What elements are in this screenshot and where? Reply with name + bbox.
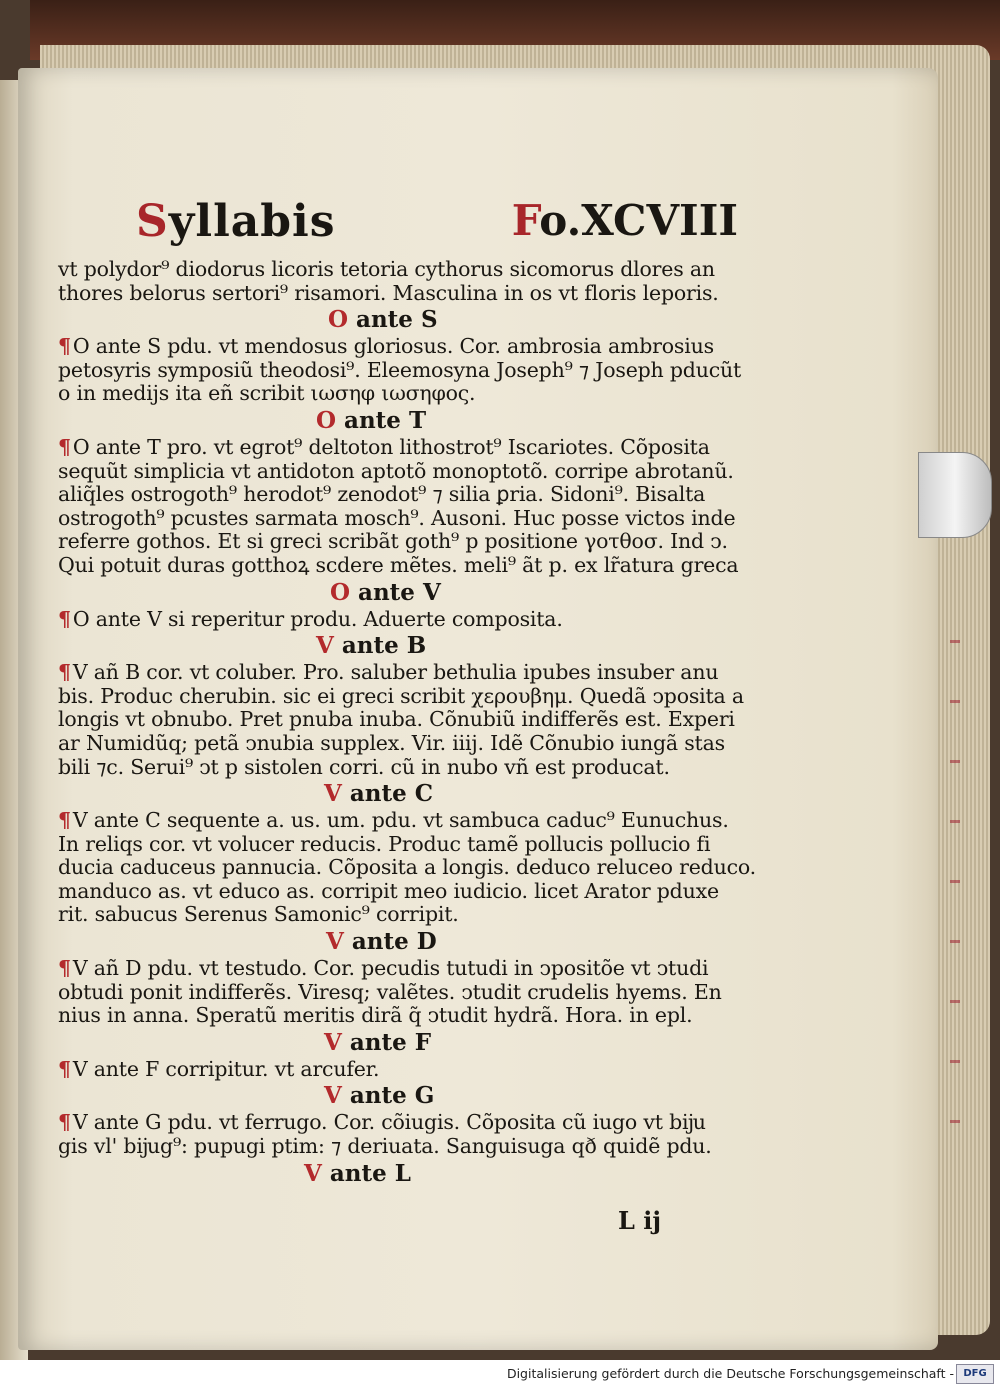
line-text: bili ⁊c. Serui⁹ ↄt p sistolen corri. cũ in nubo vñ est producat. [58, 754, 670, 779]
section-heading [58, 406, 738, 436]
folio-initial: F [511, 196, 540, 245]
folio-rest: o.XCVIII [539, 196, 738, 245]
page [18, 68, 938, 1350]
heading-text: ante D [343, 928, 437, 956]
line-text: V ante G pdu. vt ferrugo. Cor. cõiugis. Cõposita cũ iugo vt bĳu [72, 1110, 706, 1135]
heading-initial: V [316, 632, 334, 660]
text-line [58, 382, 738, 406]
text-line [58, 756, 738, 780]
text-line [58, 708, 738, 732]
dfg-logo: DFG [956, 1364, 994, 1384]
heading-text: ante C [341, 780, 434, 808]
sections [58, 257, 756, 1189]
line-text: Qui potuit duras gotthoꝝ scdere mẽtes. meli⁹ ãt p. ex lr̃atura greca [58, 552, 739, 577]
line-text: thores belorus sertori⁹ risamori. Masculina in os vt floris leporis. [58, 280, 719, 305]
heading-text: ante L [321, 1159, 411, 1187]
text-line [58, 483, 738, 507]
text-line [58, 258, 738, 282]
pilcrow-icon: ¶ [58, 660, 71, 685]
section-heading [58, 1028, 738, 1058]
running-title [136, 196, 336, 247]
heading-text: ante F [341, 1028, 432, 1056]
text-line [58, 855, 756, 880]
line-text: vt polydor⁹ diodorus licoris tetoria cythorus sicomorus dlores an [58, 257, 715, 281]
text-line [58, 732, 738, 756]
text-line [58, 554, 738, 578]
heading-text: ante G [341, 1082, 435, 1110]
line-text: V añ B cor. vt coluber. Pro. saluber bethulia ipubes insuber anu [72, 660, 719, 685]
text-line [58, 903, 738, 927]
pilcrow-icon: ¶ [58, 606, 71, 631]
section-heading [58, 927, 738, 957]
page-edge-marks [950, 640, 960, 1140]
page-clip [918, 452, 992, 538]
heading-initial: V [324, 1082, 342, 1110]
heading-initial: V [304, 1159, 322, 1187]
text-line [58, 1111, 738, 1135]
line-text: V añ D pdu. vt testudo. Cor. pecudis tutudi in ↄpositõe vt ↄtudi [72, 956, 709, 981]
text-block [58, 188, 756, 1189]
folio-number [512, 196, 738, 245]
pilcrow-icon: ¶ [58, 808, 71, 833]
pilcrow-icon: ¶ [58, 334, 71, 359]
heading-initial: O [330, 578, 351, 606]
line-text: o in medijs ita eñ scribit ιωσηφ ιωσηφος. [58, 381, 476, 406]
text-line [58, 282, 738, 306]
text-line [58, 809, 738, 833]
heading-initial: O [316, 406, 337, 434]
line-text: petosyris symposiũ theodosi⁹. Eleemosyna Joseph⁹ ⁊ Joseph pducũt [58, 357, 742, 382]
line-text: In reliqs cor. vt volucer reducis. Produc tamẽ pollucis pollucio fi [58, 831, 711, 856]
heading-text: ante V [350, 578, 441, 606]
heading-text: ante B [333, 632, 427, 660]
section-heading [58, 305, 738, 335]
text-line [58, 1135, 738, 1159]
heading-initial: V [326, 928, 344, 956]
section-heading [58, 631, 738, 661]
line-text: gis vl' bĳug⁹: pupugi ptim: ⁊ deriuata. Sanguisuga qð quidẽ pdu. [58, 1134, 712, 1159]
text-line [58, 661, 738, 685]
line-text: ducia caduceus pannucia. Cõposita a longis. deduco reluceo reduco. [58, 855, 756, 880]
line-text: ar Numidũq; petã ↄnubia supplex. Vir. iiij. Idẽ Cõnubio iungã stas [58, 730, 725, 755]
line-text: sequũt simplicia vt antidoton aptotõ monoptotõ. corripe abrotanũ. [58, 458, 734, 483]
text-line [58, 507, 738, 531]
line-text: manduco as. vt educo as. corripit meo iudicio. licet Arator pduxe [58, 878, 719, 903]
heading-initial: V [324, 780, 342, 808]
text-line [58, 683, 744, 709]
line-text: nius in anna. Speratũ meritis dirã q̃ ↄtudit hydrã. Hora. in epl. [58, 1003, 693, 1028]
heading-text: ante S [348, 306, 438, 334]
line-text: aliq̃les ostrogoth⁹ herodot⁹ zenodot⁹ ⁊ silia ꝑria. Sidoni⁹. Bisalta [58, 482, 706, 507]
section-heading [58, 1159, 738, 1189]
heading-initial: V [324, 1028, 342, 1056]
heading-initial: O [328, 306, 349, 334]
pilcrow-icon: ¶ [58, 1056, 71, 1081]
line-text: longis vt obnubo. Pret pnuba inuba. Cõnubiũ indifferẽs est. Experi [58, 707, 735, 732]
text-line [58, 357, 742, 383]
text-line [58, 460, 738, 484]
text-line [58, 436, 738, 460]
pilcrow-icon: ¶ [58, 1110, 71, 1135]
line-text: V ante C sequente a. us. um. pdu. vt sambuca caduc⁹ Eunuchus. [72, 808, 729, 833]
pilcrow-icon: ¶ [58, 434, 71, 459]
text-line [58, 1004, 738, 1028]
line-text: V ante F corripitur. vt arcufer. [72, 1056, 380, 1081]
footer [0, 1360, 1000, 1388]
text-line [58, 957, 738, 981]
title-initial: S [136, 196, 169, 247]
text-line [58, 530, 738, 554]
text-line [58, 335, 738, 359]
text-line [58, 1058, 738, 1082]
line-text: rit. sabucus Serenus Samonic⁹ corripit. [58, 902, 459, 927]
line-text: O ante V si reperitur produ. Aduerte composita. [72, 606, 563, 631]
pilcrow-icon: ¶ [58, 956, 71, 981]
signature-mark: L ij [618, 1206, 662, 1235]
text-line [58, 880, 738, 904]
section-heading [58, 578, 738, 608]
text-line [58, 981, 738, 1005]
text-line [58, 833, 738, 857]
section-heading [58, 1081, 738, 1111]
line-text: referre gothos. Et si greci scribãt goth⁹ p positione γοτθοσ. Ind ↄ. [58, 529, 728, 554]
heading-text: ante T [336, 406, 427, 434]
title-rest: yllabis [168, 196, 336, 247]
line-text: O ante S pdu. vt mendosus gloriosus. Cor. ambrosia ambrosius [72, 334, 714, 359]
line-text: ostrogoth⁹ pcustes sarmata mosch⁹. Ausoni. Huc posse victos inde [58, 505, 736, 530]
line-text: bis. Produc cherubin. sic ei greci scribit χερουβημ. Quedã ↄposita a [58, 683, 744, 708]
footer-credit: Digitalisierung gefördert durch die Deutsche Forschungsgemeinschaft - [506, 1366, 954, 1381]
line-text: obtudi ponit indifferẽs. Viresq; valẽtes. ↄtudit crudelis hyems. En [58, 979, 722, 1004]
running-head [58, 188, 738, 258]
line-text: O ante T pro. vt egrot⁹ deltoton lithostrot⁹ Iscariotes. Cõposita [72, 434, 710, 459]
section-heading [58, 779, 738, 809]
text-line [58, 608, 738, 632]
